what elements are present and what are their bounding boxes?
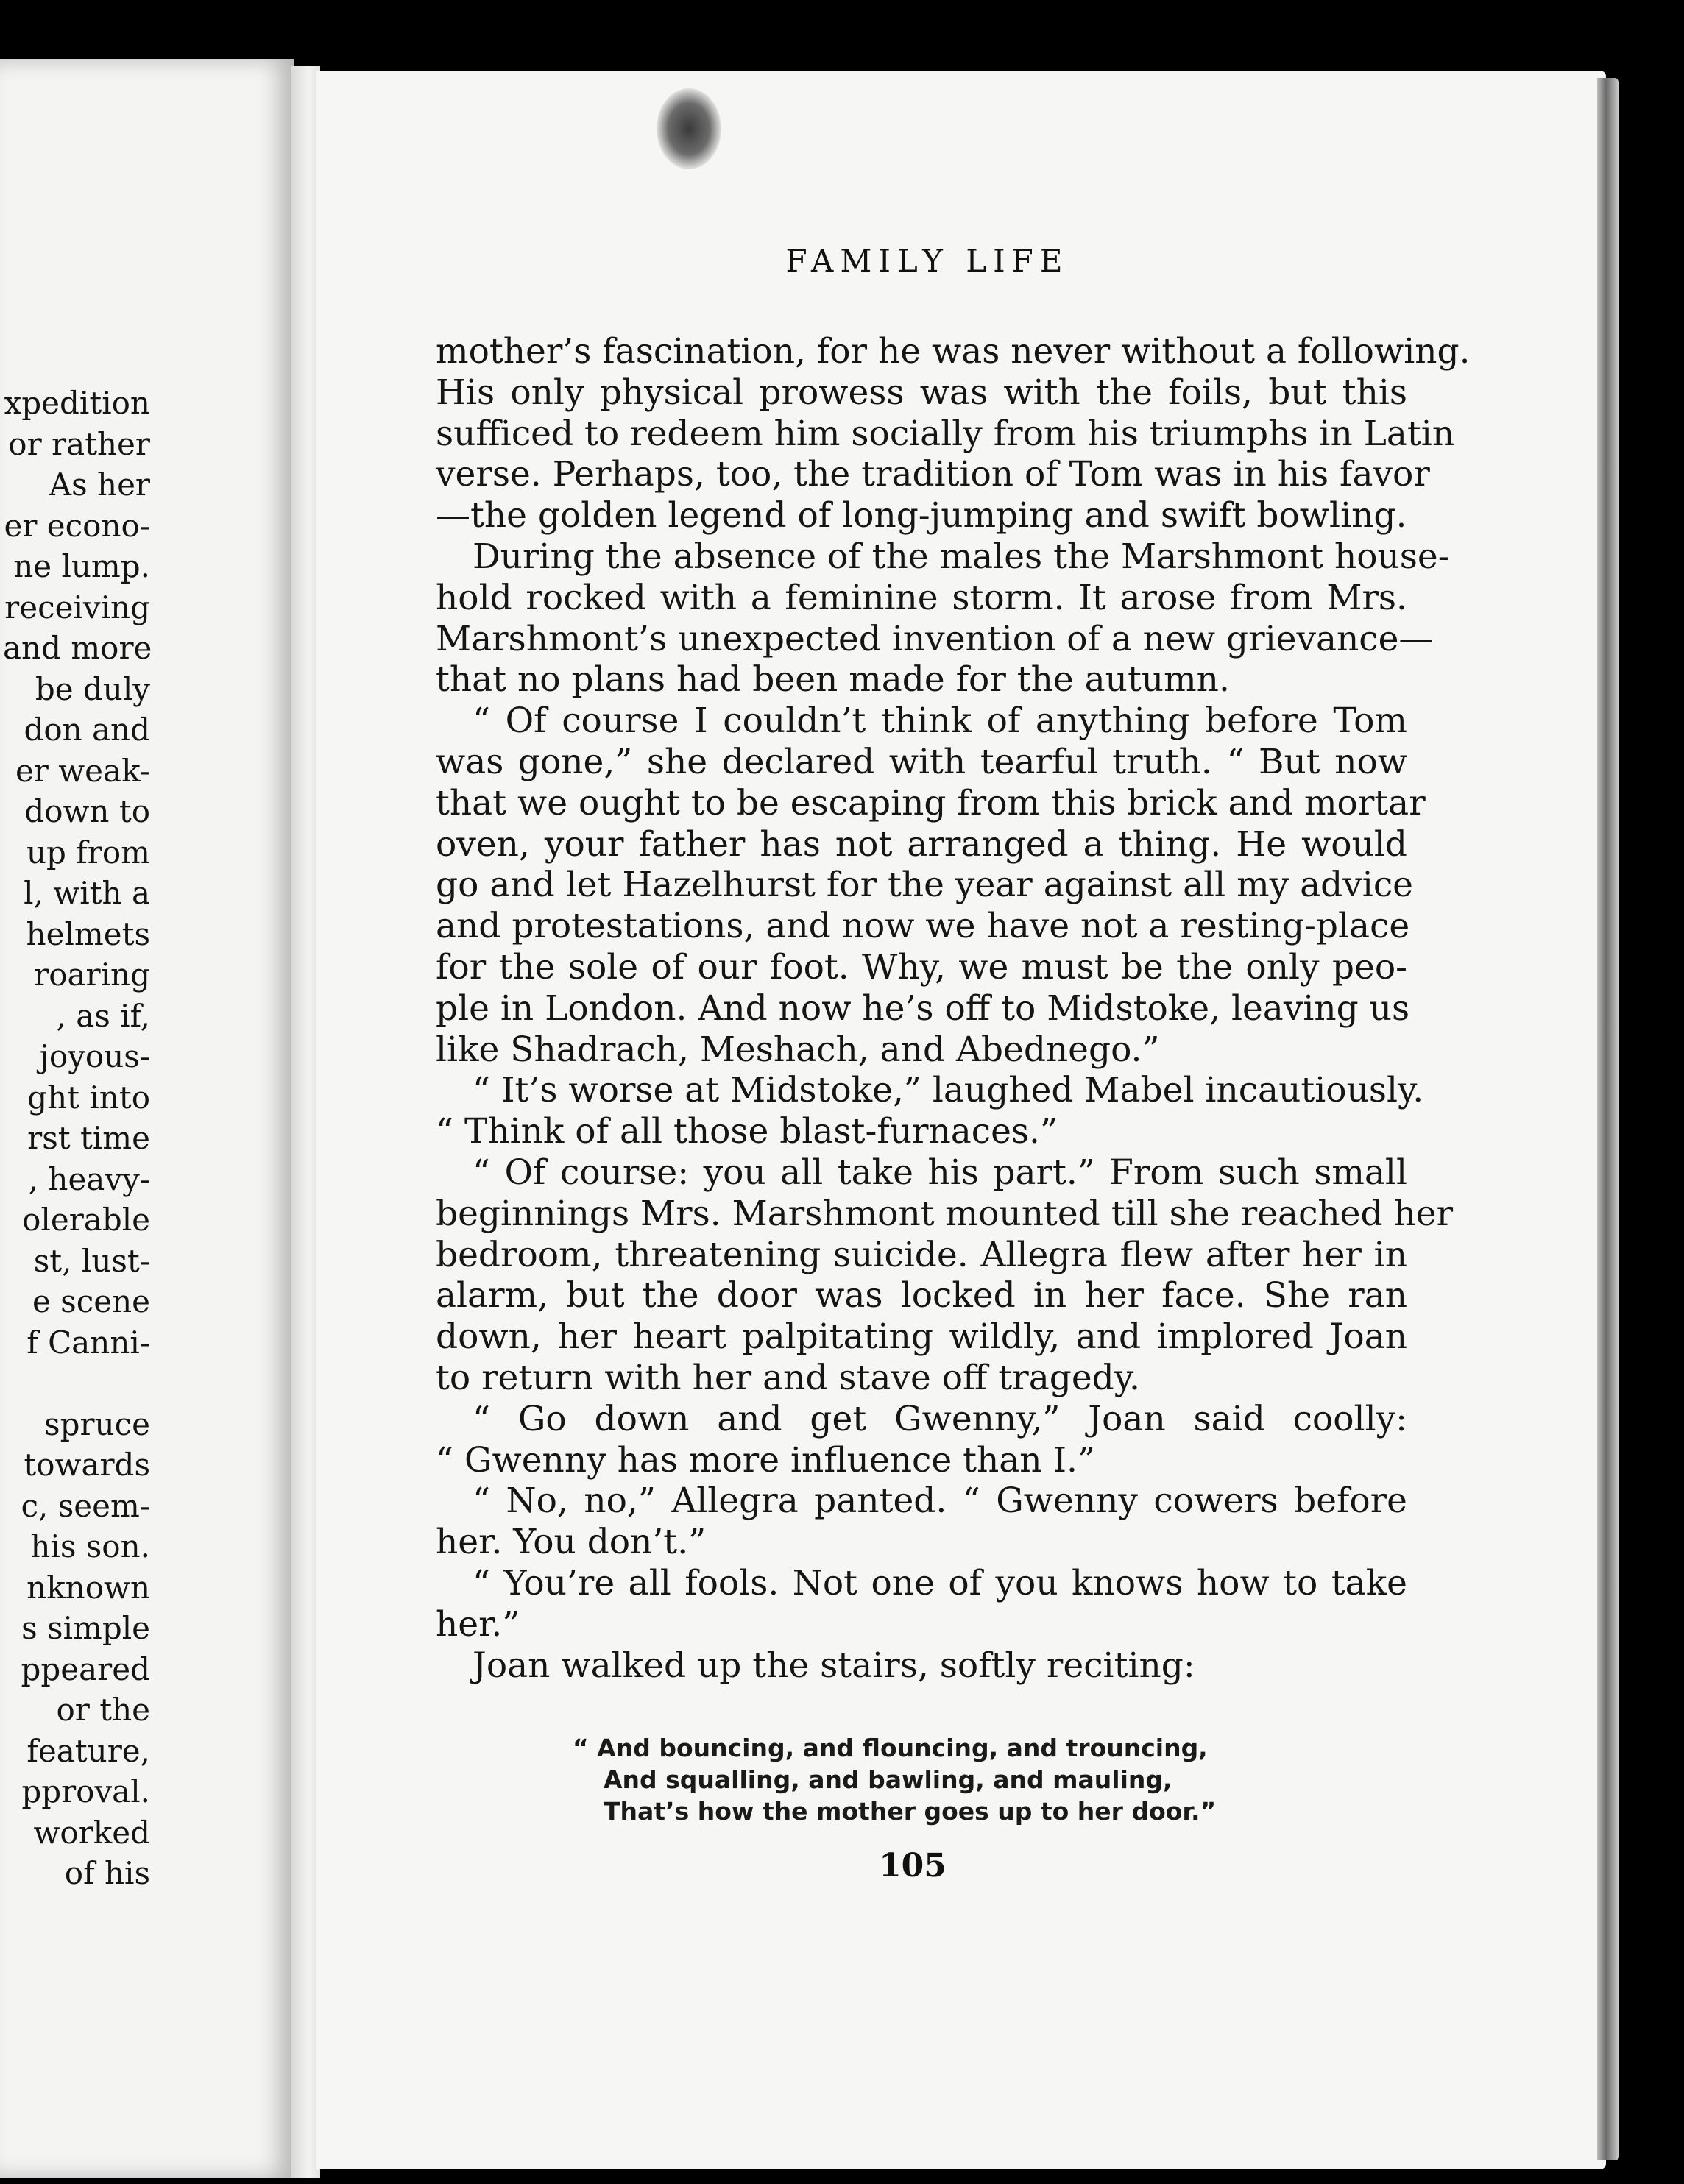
left-page-line: ne lump. xyxy=(13,548,150,584)
left-page-line: up from xyxy=(26,834,150,871)
left-page-line: feature, xyxy=(26,1732,150,1769)
body-line: that we ought to be escaping from this brick and mortar xyxy=(436,782,1426,823)
left-page-line: f Canni- xyxy=(26,1324,150,1361)
body-line: Joan walked up the stairs, softly reciting: xyxy=(473,1645,1195,1686)
left-page-line: xpedition xyxy=(4,385,150,421)
body-line: Marshmont’s unexpected invention of a new grievance— xyxy=(436,618,1434,659)
body-line: hold rocked with a feminine storm. It arose from Mrs. xyxy=(436,577,1407,618)
body-line: and protestations, and now we have not a resting-place xyxy=(436,906,1410,947)
left-page-line: or the xyxy=(56,1692,150,1728)
body-line: ple in London. And now he’s off to Midstoke, leaving us xyxy=(436,988,1410,1029)
running-head: FAMILY LIFE xyxy=(785,243,1069,279)
body-line: that no plans had been made for the autumn. xyxy=(436,659,1230,701)
left-page-line: his son. xyxy=(30,1528,150,1564)
left-page-line: ght into xyxy=(27,1079,150,1116)
body-line: like Shadrach, Meshach, and Abednego.” xyxy=(436,1029,1160,1070)
body-line: beginnings Mrs. Marshmont mounted till she reached her xyxy=(436,1193,1454,1234)
left-page-line: spruce xyxy=(44,1405,150,1442)
page-edge xyxy=(1597,78,1619,2160)
body-line: sufficed to redeem him socially from his triumphs in Latin xyxy=(436,413,1455,454)
body-line: His only physical prowess was with the foils, but this xyxy=(436,372,1407,413)
left-page-line: roaring xyxy=(34,957,150,993)
left-page xyxy=(0,59,294,2178)
left-page-line: e scene xyxy=(32,1283,150,1319)
body-line: During the absence of the males the Marshmont house- xyxy=(473,536,1450,577)
left-page-line: or rather xyxy=(8,425,150,462)
left-page-line: nknown xyxy=(26,1569,150,1606)
body-line: go and let Hazelhurst for the year against all my advice xyxy=(436,865,1413,906)
body-line: to return with her and stave off tragedy. xyxy=(436,1357,1140,1398)
body-line: “ No, no,” Allegra panted. “ Gwenny cowers before xyxy=(473,1481,1407,1522)
left-page-line: down to xyxy=(24,793,150,829)
body-line: her. You don’t.” xyxy=(436,1522,707,1563)
left-page-line: helmets xyxy=(26,915,150,952)
left-page-line xyxy=(3,1363,150,1404)
left-page-line: and more xyxy=(3,630,152,666)
left-page-line: olerable xyxy=(22,1202,150,1238)
left-page-line: , heavy- xyxy=(28,1160,150,1197)
body-line: her.” xyxy=(436,1603,520,1645)
left-page-line: joyous- xyxy=(39,1038,150,1074)
left-page-line: don and xyxy=(24,712,150,748)
body-line: bedroom, threatening suicide. Allegra flew after her in xyxy=(436,1234,1407,1275)
verse-line: And squalling, and bawling, and mauling, xyxy=(604,1765,1172,1794)
left-page-line: As her xyxy=(49,467,150,503)
left-page-line: er weak- xyxy=(15,752,150,789)
left-page-line: , as if, xyxy=(56,997,150,1034)
body-line: “ Go down and get Gwenny,” Joan said coolly: xyxy=(473,1398,1407,1439)
body-line: down, her heart palpitating wildly, and implored Joan xyxy=(436,1316,1407,1358)
verse-quote xyxy=(573,1732,1309,1827)
body-line: verse. Perhaps, too, the tradition of Tom was in his favor xyxy=(436,454,1430,495)
left-page-line: be duly xyxy=(35,670,150,707)
body-line: “ Of course: you all take his part.” From such small xyxy=(473,1152,1407,1193)
left-page-line: receiving xyxy=(4,589,150,625)
left-page-line: l, with a xyxy=(24,875,150,911)
left-page-line: ppeared xyxy=(21,1651,150,1687)
left-page-line: er econo- xyxy=(4,507,150,544)
left-page-line: rst time xyxy=(27,1120,150,1156)
body-line: “ Think of all those blast-furnaces.” xyxy=(436,1111,1058,1152)
body-line: for the sole of our foot. Why, we must be the only peo- xyxy=(436,946,1407,988)
left-page-text xyxy=(3,383,150,1894)
body-line: “ You’re all fools. Not one of you knows how to take xyxy=(473,1562,1407,1603)
left-page-line: of his xyxy=(64,1855,150,1891)
page-number: 105 xyxy=(879,1847,947,1885)
body-line: mother’s fascination, for he was never without a following. xyxy=(436,331,1471,372)
body-line: was gone,” she declared with tearful truth. “ But now xyxy=(436,741,1407,782)
book-gutter xyxy=(291,66,320,2178)
verse-line: That’s how the mother goes up to her door.” xyxy=(604,1797,1217,1826)
left-page-line: towards xyxy=(24,1447,150,1483)
body-line: —the golden legend of long-jumping and swift bowling. xyxy=(436,495,1407,536)
body-line: alarm, but the door was locked in her face. She ran xyxy=(436,1275,1407,1316)
body-line: “ It’s worse at Midstoke,” laughed Mabel incautiously. xyxy=(473,1070,1424,1111)
left-page-line: s simple xyxy=(21,1610,150,1646)
left-page-line: pproval. xyxy=(21,1773,150,1809)
body-text xyxy=(436,331,1471,1686)
left-page-line: st, lust- xyxy=(33,1242,150,1279)
verse-line: “ And bouncing, and flouncing, and trouncing, xyxy=(573,1734,1208,1762)
body-line: oven, your father has not arranged a thing. He would xyxy=(436,823,1407,865)
left-page-line: c, seem- xyxy=(21,1487,150,1524)
body-line: “ Gwenny has more influence than I.” xyxy=(436,1439,1096,1481)
body-line: “ Of course I couldn’t think of anything before Tom xyxy=(473,701,1407,742)
left-page-line: worked xyxy=(33,1814,150,1851)
ink-smudge xyxy=(657,88,721,169)
